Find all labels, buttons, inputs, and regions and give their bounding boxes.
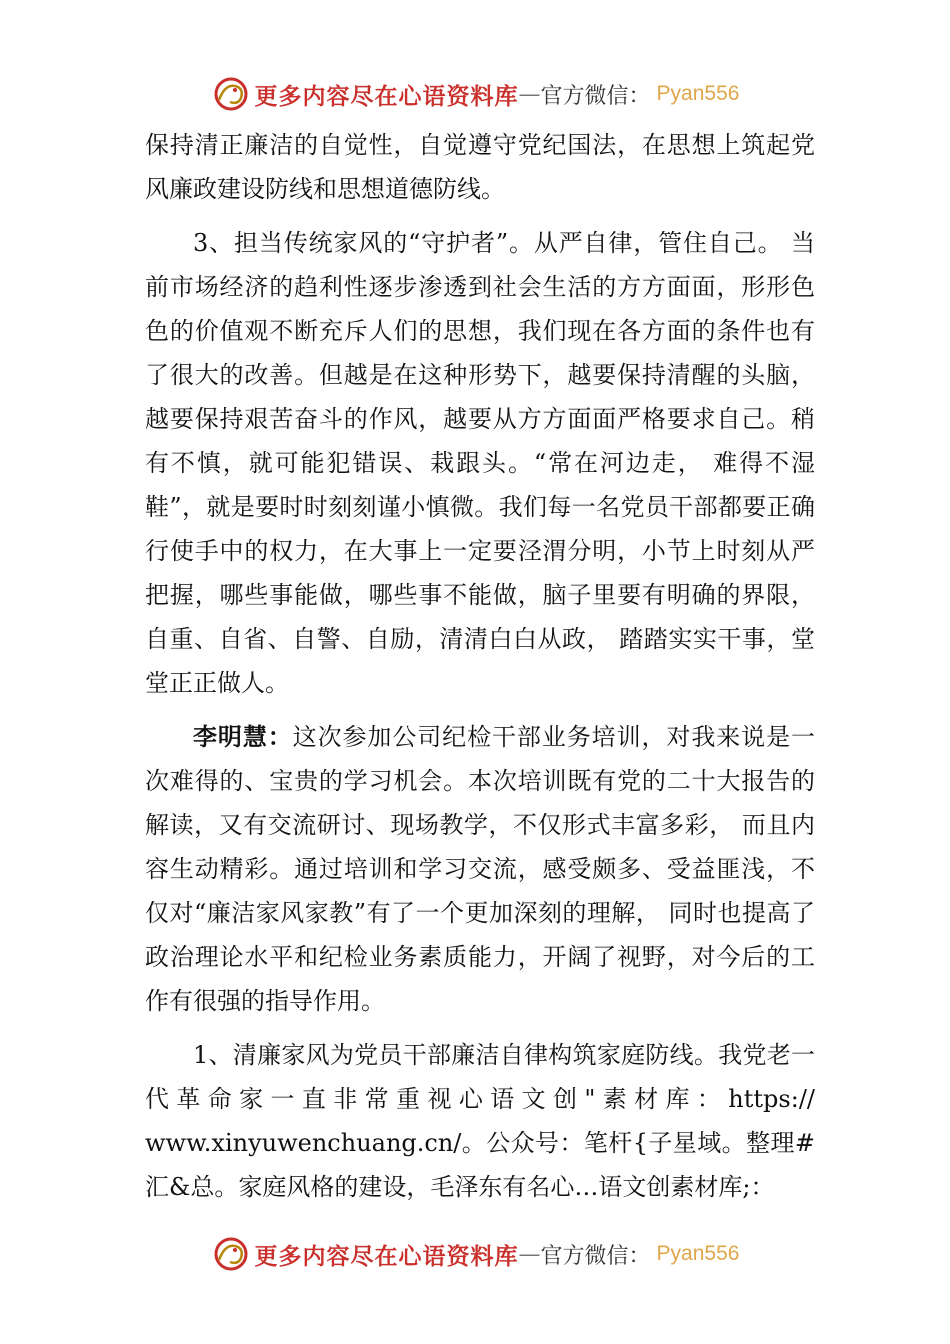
header-wechat-id: Pyan556 bbox=[656, 82, 740, 105]
header-brand: 更多内容尽在心语资料库 bbox=[254, 82, 519, 110]
header-banner bbox=[0, 64, 950, 124]
paragraph-1: 保持清正廉洁的自觉性，自觉遵守党纪国法，在思想上筑起党风廉政建设防线和思想道德防线。 bbox=[145, 131, 815, 203]
footer-brand: 更多内容尽在心语资料库 bbox=[254, 1242, 519, 1270]
document-body bbox=[145, 123, 815, 1209]
header-separator: — bbox=[518, 81, 541, 107]
paragraph-3-text: 这次参加公司纪检干部业务培训，对我来说是一次难得的、宝贵的学习机会。本次培训既有党的二十大报告的解读，又有交流研讨、现场教学，不仅形式丰富多彩， 而且内容生动精彩。通过培训和学习交流，感受颇多、受益匪浅，不仅对“廉洁家风家教”有了一个更加深刻的理解， 同时也提高了政治理论水平和纪检业务素质能力，开阔了视野，对今后的工作有很强的指导作用。 bbox=[145, 723, 816, 1015]
paragraph-4: 1、清廉家风为党员干部廉洁自律构筑家庭防线。我党老一代革命家一直非常重视心语文创"素材库：https:// www.xinyuwenchuang.cn/。公众号：笔杆{子星域。整理#汇&总。家庭风格的建设，毛泽东有名心…语文创素材库;： bbox=[145, 1041, 815, 1201]
dragon-logo-icon bbox=[211, 1234, 251, 1274]
footer-wechat-label: 官方微信： bbox=[540, 1243, 651, 1269]
dragon-logo-icon bbox=[211, 74, 251, 114]
speaker-name: 李明慧： bbox=[193, 723, 293, 751]
footer-wechat-id: Pyan556 bbox=[656, 1242, 740, 1265]
footer-banner bbox=[0, 1224, 950, 1284]
paragraph-3 bbox=[145, 715, 815, 1023]
footer-separator: — bbox=[518, 1241, 541, 1267]
paragraph-2: 3、担当传统家风的“守护者”。从严自律，管住自己。 当前市场经济的趋利性逐步渗透到社会生活的方方面面，形形色色的价值观不断充斥人们的思想，我们现在各方面的条件也有了很大的改善。但越是在这种形势下，越要保持清醒的头脑，越要保持艰苦奋斗的作风，越要从方方面面严格要求自己。稍有不慎，就可能犯错误、栽跟头。“常在河边走， 难得不湿鞋”，就是要时时刻刻谨小慎微。我们每一名党员干部都要正确行使手中的权力，在大事上一定要泾渭分明，小节上时刻从严把握，哪些事能做，哪些事不能做，脑子里要有明确的界限，自重、自省、自警、自励，清清白白从政， 踏踏实实干事，堂堂正正做人。 bbox=[145, 229, 815, 697]
header-wechat-label: 官方微信： bbox=[540, 83, 651, 109]
